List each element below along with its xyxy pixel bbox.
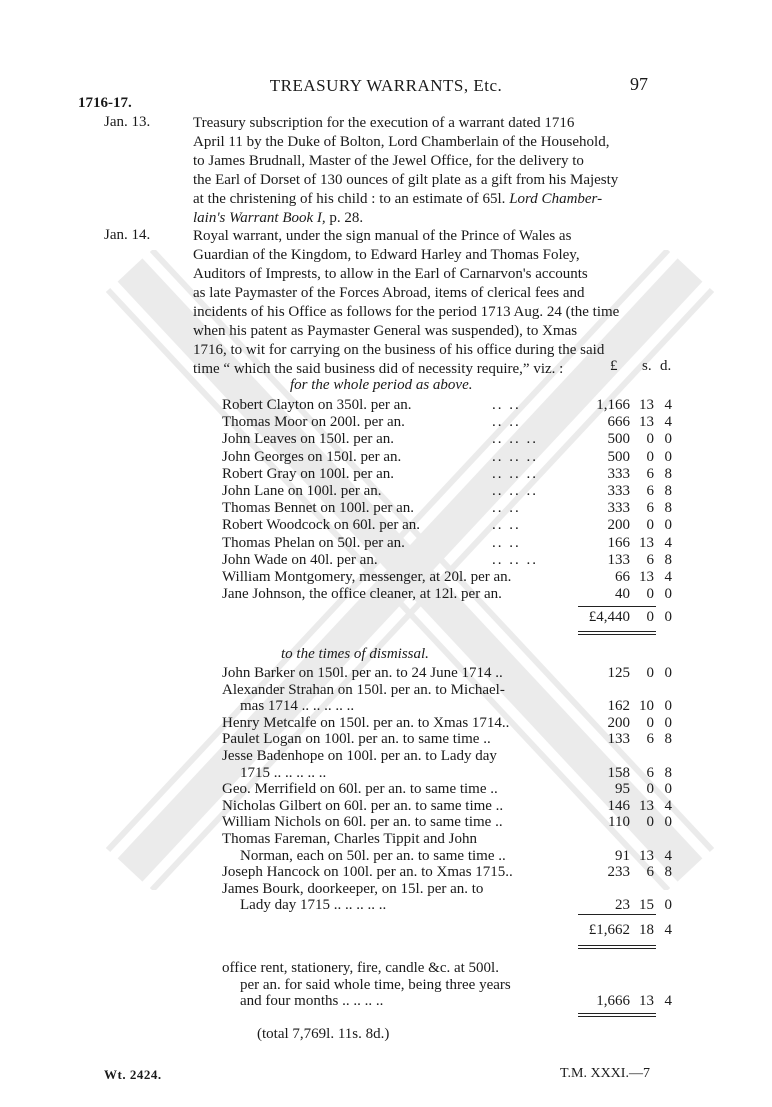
ledger-row-label: Joseph Hancock on 100l. per an. to Xmas 1715.. bbox=[222, 864, 513, 881]
amount-pence: 8 bbox=[664, 731, 672, 748]
ledger-row bbox=[222, 534, 672, 553]
amount-pounds: 333 bbox=[607, 465, 630, 482]
ledger-row-label: Robert Woodcock on 60l. per an. bbox=[222, 517, 421, 534]
total-rule bbox=[578, 606, 656, 607]
ledger-row-label: office rent, stationery, fire, candle &c. at 500l. bbox=[222, 960, 499, 976]
amount-pence: 8 bbox=[664, 465, 672, 482]
leader-dots: .. .. bbox=[492, 534, 521, 551]
leader-dots: .. .. bbox=[492, 414, 521, 431]
amount-pounds: 91 bbox=[615, 847, 630, 864]
amount-pounds: 333 bbox=[607, 483, 630, 499]
amount-pence: 0 bbox=[664, 781, 672, 798]
section-heading: for the whole period as above. bbox=[290, 377, 473, 393]
page-number: 97 bbox=[630, 74, 648, 94]
amount-shillings: 0 bbox=[646, 517, 654, 534]
ledger-row-label: John Georges on 150l. per an. bbox=[222, 448, 402, 465]
amount-shillings: 6 bbox=[646, 731, 654, 748]
entry-line: Auditors of Imprests, to allow in the Earl of Carnarvon's accounts bbox=[193, 266, 588, 282]
ledger-row-label: Lady day 1715 .. .. .. .. .. bbox=[240, 897, 387, 914]
ledger-row bbox=[222, 413, 672, 432]
double-rule bbox=[578, 634, 656, 635]
amount-pence: 4 bbox=[664, 397, 672, 413]
ledger-row-label: Nicholas Gilbert on 60l. per an. to same time .. bbox=[222, 797, 504, 814]
total-pence: 4 bbox=[664, 922, 672, 938]
entry-line: Treasury subscription for the execution of a warrant dated 1716 bbox=[193, 115, 575, 131]
amount-pence: 4 bbox=[664, 993, 672, 1010]
amount-pence: 0 bbox=[664, 517, 672, 534]
amount-shillings: 13 bbox=[639, 414, 654, 431]
entry-line: Guardian of the Kingdom, to Edward Harley and Thomas Foley, bbox=[193, 247, 580, 263]
amount-pence: 0 bbox=[664, 665, 672, 681]
amount-pounds: 125 bbox=[607, 665, 630, 681]
amount-pounds: 666 bbox=[607, 414, 630, 431]
column-shillings: s. bbox=[642, 358, 652, 374]
footer-signature: T.M. XXXI.—7 bbox=[560, 1066, 650, 1081]
amount-pounds: 233 bbox=[607, 864, 630, 881]
entry-date: Jan. 14. bbox=[104, 227, 151, 243]
entry-line: lain's Warrant Book I, p. 28. bbox=[193, 210, 364, 226]
amount-pounds: 133 bbox=[607, 731, 630, 748]
ledger-row-label: Thomas Moor on 200l. per an. bbox=[222, 414, 405, 431]
amount-pence: 4 bbox=[664, 569, 672, 585]
ledger-row-label: John Lane on 100l. per an. bbox=[222, 483, 382, 499]
amount-pounds: 110 bbox=[608, 814, 630, 831]
entry-line: 1716, to wit for carrying on the business of his office during the said bbox=[193, 342, 605, 358]
reference-italic: Lord Chamber- bbox=[509, 191, 603, 207]
total-rule bbox=[578, 1013, 656, 1014]
leader-dots: .. .. .. bbox=[492, 431, 538, 448]
amount-shillings: 0 bbox=[646, 448, 654, 465]
amount-pounds: 166 bbox=[607, 534, 630, 551]
ledger-row-label: Norman, each on 50l. per an. to same time .. bbox=[240, 847, 506, 864]
amount-shillings: 0 bbox=[646, 714, 654, 731]
amount-shillings: 13 bbox=[639, 569, 654, 585]
amount-pence: 0 bbox=[664, 448, 672, 465]
amount-shillings: 13 bbox=[639, 847, 654, 864]
leader-dots: .. .. .. bbox=[492, 483, 538, 499]
amount-shillings: 6 bbox=[646, 500, 654, 517]
amount-shillings: 10 bbox=[639, 698, 654, 715]
amount-shillings: 13 bbox=[639, 993, 654, 1010]
ledger-row bbox=[222, 465, 672, 484]
ledger-row-label: William Nichols on 60l. per an. to same time .. bbox=[222, 814, 503, 831]
amount-shillings: 0 bbox=[646, 665, 654, 681]
leader-dots: .. .. bbox=[492, 517, 521, 534]
entry-line: incidents of his Office as follows for the period 1713 Aug. 24 (the time bbox=[193, 304, 620, 320]
ledger-row-label: John Barker on 150l. per an. to 24 June 1714 .. bbox=[222, 665, 503, 681]
ledger-row-label: per an. for said whole time, being three years bbox=[240, 976, 511, 993]
amount-pence: 4 bbox=[664, 534, 672, 551]
amount-pounds: 200 bbox=[607, 517, 630, 534]
entry-line: as late Paymaster of the Forces Abroad, items of clerical fees and bbox=[193, 285, 585, 301]
ledger-row-label: Henry Metcalfe on 150l. per an. to Xmas 1714.. bbox=[222, 714, 510, 731]
amount-pounds: 66 bbox=[615, 569, 630, 585]
ledger-row bbox=[222, 516, 672, 535]
ledger-row-label: John Wade on 40l. per an. bbox=[222, 551, 378, 568]
amount-shillings: 13 bbox=[639, 397, 654, 413]
total-pounds: £1,662 bbox=[588, 922, 630, 938]
leader-dots: .. .. .. bbox=[492, 448, 538, 465]
ledger-row-label: Paulet Logan on 100l. per an. to same time .. bbox=[222, 731, 491, 748]
entry-line: time “ which the said business did of necessity require,” viz. : bbox=[193, 361, 564, 377]
amount-pounds: 146 bbox=[607, 797, 630, 814]
double-rule bbox=[578, 631, 656, 632]
amount-shillings: 0 bbox=[646, 781, 654, 798]
amount-shillings: 0 bbox=[646, 814, 654, 831]
entry-line: to James Brudnall, Master of the Jewel Office, for the delivery to bbox=[193, 153, 584, 169]
amount-shillings: 0 bbox=[646, 586, 654, 603]
amount-shillings: 6 bbox=[646, 551, 654, 568]
amount-pence: 0 bbox=[664, 714, 672, 731]
amount-shillings: 6 bbox=[646, 483, 654, 499]
amount-pounds: 333 bbox=[607, 500, 630, 517]
footer-printer-mark: Wt. 2424. bbox=[104, 1067, 162, 1082]
reference-italic: lain's Warrant Book I, bbox=[193, 210, 326, 226]
total-note: (total 7,769l. 11s. 8d.) bbox=[257, 1026, 390, 1042]
leader-dots: .. .. bbox=[492, 500, 521, 517]
year-label: 1716-17. bbox=[78, 95, 132, 111]
entry-date: Jan. 13. bbox=[104, 114, 151, 130]
ledger-row-label: and four months .. .. .. .. bbox=[240, 993, 384, 1010]
ledger-row-label: Thomas Fareman, Charles Tippit and John bbox=[222, 831, 477, 847]
amount-shillings: 13 bbox=[639, 797, 654, 814]
amount-pounds: 40 bbox=[615, 586, 630, 603]
ledger-row bbox=[222, 482, 672, 501]
entry-line: April 11 by the Duke of Bolton, Lord Chamberlain of the Household, bbox=[193, 134, 610, 150]
ledger-row-label: 1715 .. .. .. .. .. bbox=[240, 764, 327, 781]
entry-text bbox=[193, 227, 653, 379]
amount-pence: 8 bbox=[664, 483, 672, 499]
ledger-row-label: Jesse Badenhope on 100l. per an. to Lady day bbox=[222, 748, 497, 764]
ledger-row bbox=[222, 568, 672, 587]
ledger-row bbox=[222, 448, 672, 467]
column-pounds: £ bbox=[610, 358, 618, 374]
amount-shillings: 6 bbox=[646, 465, 654, 482]
amount-pence: 8 bbox=[664, 500, 672, 517]
running-header: TREASURY WARRANTS, Etc. bbox=[269, 76, 503, 95]
amount-pence: 0 bbox=[664, 814, 672, 831]
entry-text bbox=[193, 114, 653, 228]
amount-shillings: 13 bbox=[639, 534, 654, 551]
leader-dots: .. .. .. bbox=[492, 551, 538, 568]
ledger-row bbox=[222, 585, 672, 604]
amount-pounds: 500 bbox=[607, 431, 630, 448]
entry-line: Royal warrant, under the sign manual of the Prince of Wales as bbox=[193, 228, 572, 244]
double-rule bbox=[578, 945, 656, 946]
ledger-row-label: Geo. Merrifield on 60l. per an. to same time .. bbox=[222, 781, 498, 798]
ledger-row-label: Thomas Bennet on 100l. per an. bbox=[222, 500, 415, 517]
amount-pence: 4 bbox=[664, 797, 672, 814]
total-shillings: 0 bbox=[646, 609, 654, 625]
ledger-row bbox=[222, 896, 672, 915]
ledger-row-label: Thomas Phelan on 50l. per an. bbox=[222, 534, 405, 551]
amount-pounds: 500 bbox=[607, 448, 630, 465]
column-pence: d. bbox=[660, 358, 672, 374]
ledger-row bbox=[222, 551, 672, 570]
amount-pence: 0 bbox=[664, 431, 672, 448]
amount-pounds: 23 bbox=[615, 897, 630, 914]
amount-pounds: 1,166 bbox=[596, 397, 630, 413]
ledger-row-label: James Bourk, doorkeeper, on 15l. per an. to bbox=[222, 880, 484, 897]
amount-pence: 0 bbox=[664, 586, 672, 603]
amount-pounds: 95 bbox=[615, 781, 630, 798]
amount-pounds: 1,666 bbox=[596, 993, 630, 1010]
amount-pence: 4 bbox=[664, 847, 672, 864]
entry-line: when his patent as Paymaster General was suspended), to Xmas bbox=[193, 323, 578, 339]
ledger-row-label: John Leaves on 150l. per an. bbox=[222, 431, 395, 448]
amount-pence: 8 bbox=[664, 864, 672, 881]
amount-pence: 8 bbox=[664, 551, 672, 568]
total-pounds: £4,440 bbox=[588, 609, 630, 625]
leader-dots: .. .. bbox=[492, 397, 521, 413]
entry-line: at the christening of his child : to an estimate of 65l. Lord Chamber- bbox=[193, 191, 603, 207]
amount-pence: 4 bbox=[664, 414, 672, 431]
double-rule bbox=[578, 948, 656, 949]
section-heading: to the times of dismissal. bbox=[281, 646, 429, 662]
amount-pounds: 200 bbox=[607, 714, 630, 731]
entry-line: the Earl of Dorset of 130 ounces of gilt plate as a gift from his Majesty bbox=[193, 172, 619, 188]
ledger-row bbox=[222, 499, 672, 518]
leader-dots: .. .. .. bbox=[492, 465, 538, 482]
total-rule bbox=[578, 914, 656, 915]
amount-shillings: 6 bbox=[646, 864, 654, 881]
ledger-row-label: mas 1714 .. .. .. .. .. bbox=[240, 698, 355, 715]
amount-shillings: 15 bbox=[639, 897, 654, 914]
amount-pence: 0 bbox=[664, 698, 672, 715]
ledger-row bbox=[222, 992, 672, 1011]
amount-pence: 8 bbox=[664, 764, 672, 781]
ledger-row-label: Robert Gray on 100l. per an. bbox=[222, 465, 395, 482]
ledger-row-label: Robert Clayton on 350l. per an. bbox=[222, 397, 412, 413]
amount-pounds: 158 bbox=[607, 764, 630, 781]
amount-pounds: 162 bbox=[607, 698, 630, 715]
ledger-row-label: Alexander Strahan on 150l. per an. to Michael- bbox=[222, 681, 505, 698]
amount-pounds: 133 bbox=[607, 551, 630, 568]
ledger-row-label: William Montgomery, messenger, at 20l. per an. bbox=[222, 569, 512, 585]
total-rule bbox=[578, 1016, 656, 1017]
amount-pence: 0 bbox=[664, 897, 672, 914]
ledger-row-label: Jane Johnson, the office cleaner, at 12l. per an. bbox=[222, 586, 502, 603]
total-pence: 0 bbox=[664, 609, 672, 625]
ledger-row bbox=[222, 396, 672, 415]
total-shillings: 18 bbox=[639, 922, 654, 938]
amount-shillings: 0 bbox=[646, 431, 654, 448]
amount-shillings: 6 bbox=[646, 764, 654, 781]
ledger-row bbox=[222, 430, 672, 449]
